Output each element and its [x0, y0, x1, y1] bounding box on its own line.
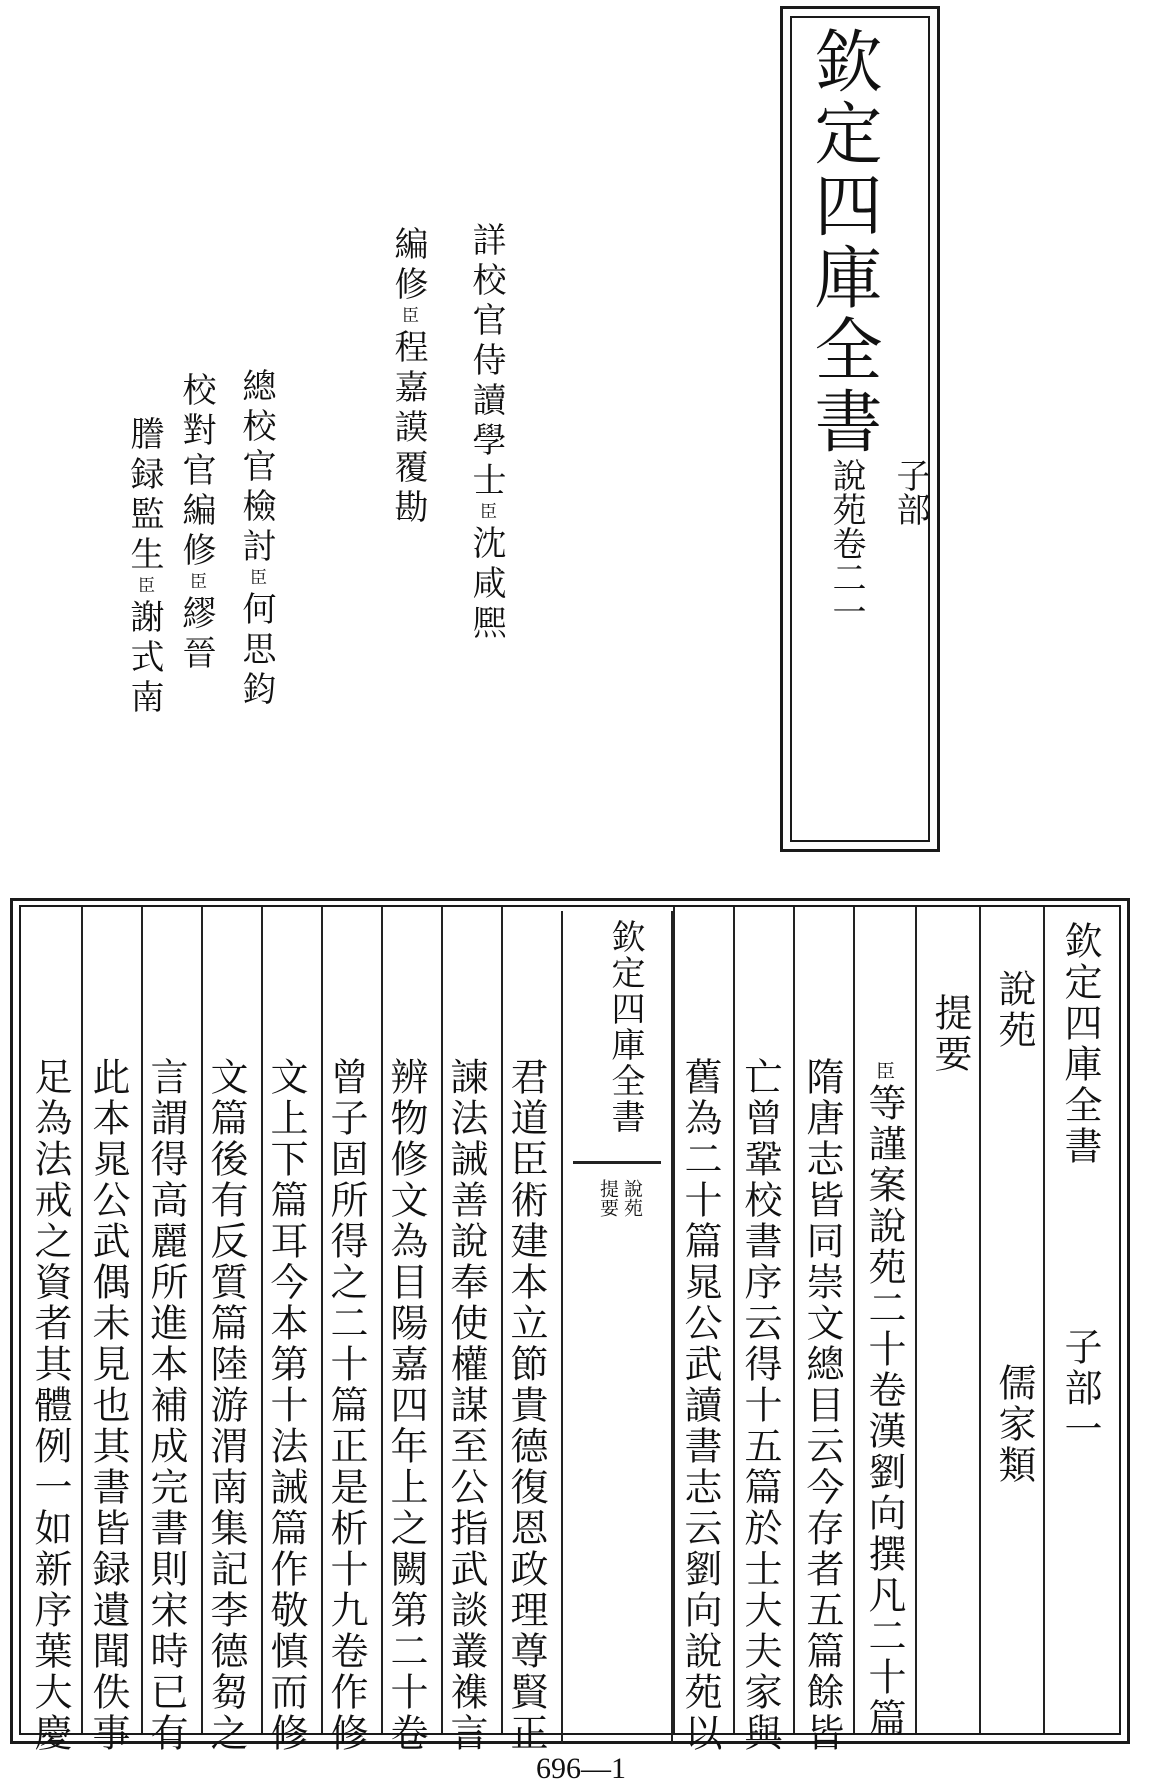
- body-line-5: 君道臣術建本立節貴德復恩政理尊賢正: [504, 1057, 548, 1754]
- credit-2-title: 編修: [388, 226, 428, 306]
- credit-line-4: [172, 372, 221, 675]
- fold-column: [561, 911, 673, 1743]
- body-line-7: 辨物修文為目陽嘉四年上之闕第二十卷: [384, 1057, 428, 1754]
- column-rule: [261, 907, 263, 1733]
- body-line-12: 此本晁公武偶未見也其書皆録遺聞佚事: [86, 1057, 130, 1754]
- body-line-1: [862, 1061, 906, 1739]
- cover-inner-frame: [790, 16, 930, 842]
- credit-line-2: [384, 226, 433, 529]
- body-line-13: 足為法戒之資者其體例一如新序葉大慶: [28, 1057, 72, 1754]
- credit-1-small: 臣: [476, 502, 496, 525]
- folio-number: 696—1: [536, 1752, 626, 1785]
- column-rule: [915, 907, 917, 1733]
- body-line-1-text: 等謹案說苑二十卷漢劉向撰凡二十篇: [862, 1083, 906, 1739]
- credit-4-name: 繆晉: [176, 595, 216, 675]
- page-category: 儒家類: [992, 1363, 1036, 1486]
- column-rule: [81, 907, 83, 1733]
- credit-line-3: [232, 368, 281, 711]
- body-line-6: 諫法誡善說奉使權謀至公指武談叢襍言: [444, 1057, 488, 1754]
- credit-3-title: 總校官檢討: [236, 368, 276, 568]
- column-rule: [673, 907, 675, 1733]
- fold-column-book: 說苑: [621, 1179, 643, 1217]
- column-rule: [141, 907, 143, 1733]
- text-page-inner-frame: [19, 905, 1121, 1754]
- column-rule: [201, 907, 203, 1733]
- column-rule: [1043, 907, 1045, 1733]
- cover-title-slip: [780, 6, 940, 852]
- column-rule: [441, 907, 443, 1733]
- cover-dept-label: 子部: [890, 458, 930, 526]
- credit-3-name: 何思鈞: [236, 591, 276, 711]
- credit-2-small: 臣: [398, 306, 418, 329]
- page-book-name: 說苑: [992, 969, 1036, 1051]
- column-rule: [853, 907, 855, 1733]
- body-line-1-small: 臣: [873, 1061, 895, 1083]
- credit-3-small: 臣: [246, 568, 266, 591]
- fold-column-title: 欽定四庫全書: [605, 919, 645, 1135]
- credit-1-title: 詳校官侍讀學士: [466, 222, 506, 502]
- credit-line-5: [120, 416, 169, 719]
- body-line-11: 言謂得高麗所進本補成完書則宋時已有: [144, 1057, 188, 1754]
- fold-column-section: 提要: [597, 1179, 619, 1217]
- credit-5-small: 臣: [134, 576, 154, 599]
- column-rule: [381, 907, 383, 1733]
- credit-4-small: 臣: [186, 572, 206, 595]
- body-line-3: 亡曾鞏校書序云得十五篇於士大夫家與: [738, 1057, 782, 1754]
- credit-line-1: [462, 222, 511, 645]
- body-line-8: 曾子固所得之二十篇正是析十九卷作修: [324, 1057, 368, 1754]
- column-rule: [793, 907, 795, 1733]
- credit-1-name: 沈咸熈: [466, 525, 506, 645]
- column-rule: [501, 907, 503, 1733]
- page-section-heading: 提要: [928, 993, 972, 1075]
- body-line-4: 舊為二十篇晁公武讀書志云劉向說苑以: [678, 1057, 722, 1754]
- fold-column-mark: [573, 1161, 661, 1174]
- text-page: [10, 898, 1130, 1754]
- column-rule: [321, 907, 323, 1733]
- body-line-9: 文上下篇耳今本第十法誡篇作敬慎而修: [264, 1057, 308, 1754]
- body-line-2: 隋唐志皆同崇文總目云今存者五篇餘皆: [800, 1057, 844, 1754]
- page-header-title: 欽定四庫全書: [1058, 921, 1102, 1167]
- column-rule: [733, 907, 735, 1733]
- page-header-dept: 子部一: [1058, 1327, 1102, 1450]
- cover-volume-label: 說苑卷二一: [826, 458, 866, 628]
- body-line-10: 文篇後有反質篇陸游渭南集記李德芻之: [204, 1057, 248, 1754]
- credit-5-title: 謄録監生: [124, 416, 164, 576]
- credit-2-name: 程嘉謨覆勘: [388, 329, 428, 529]
- credit-5-name: 謝式南: [124, 599, 164, 719]
- column-rule: [979, 907, 981, 1733]
- credit-4-title: 校對官編修: [176, 372, 216, 572]
- cover-book-title: 欽定四庫全書: [803, 26, 882, 458]
